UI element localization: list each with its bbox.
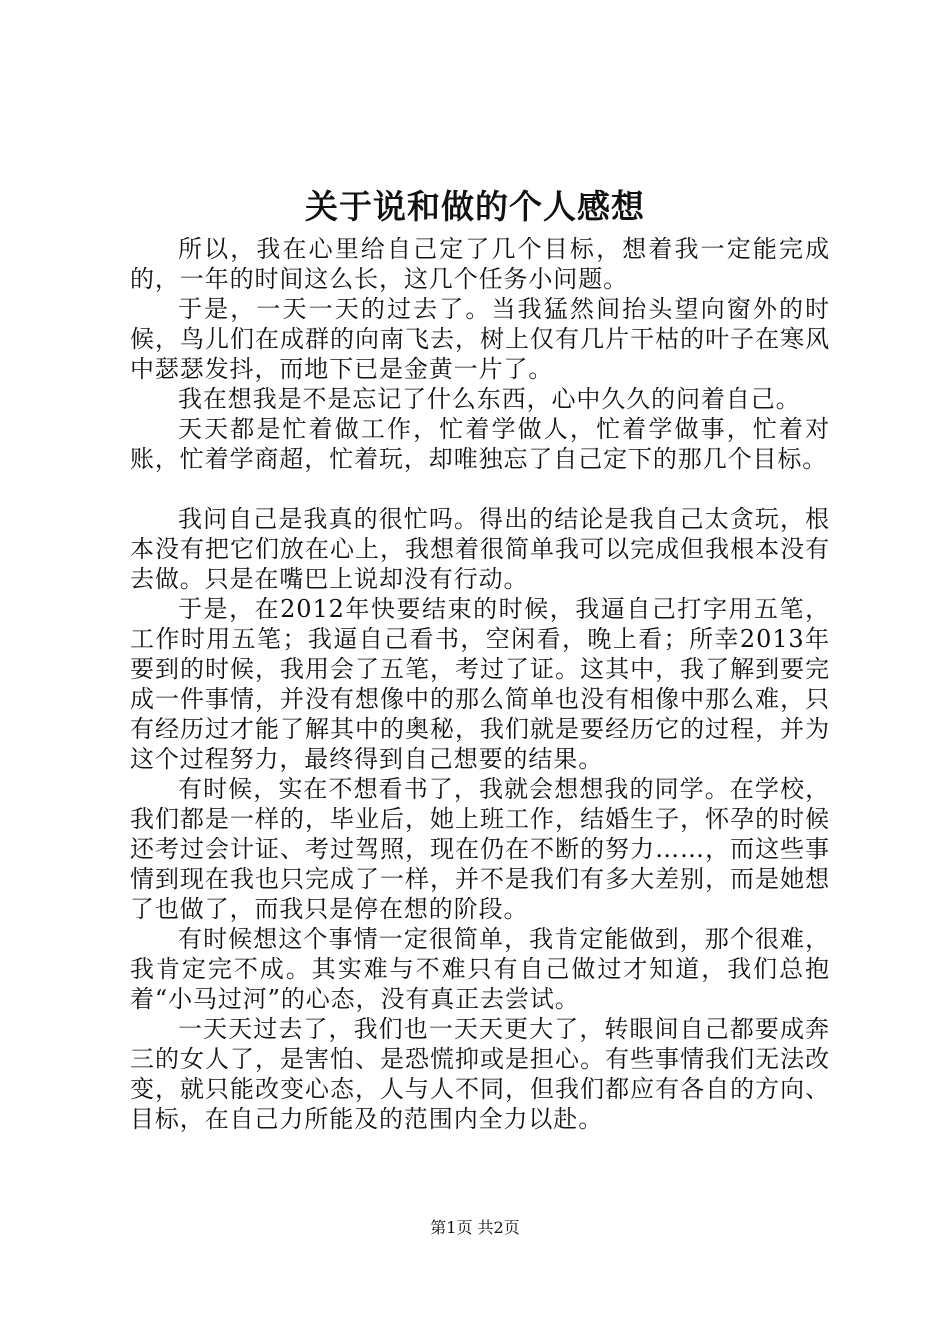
paragraph: 有时候，实在不想看书了，我就会想想我的同学。在学校，我们都是一样的，毕业后，她上班工作，结婚生子，怀孕的时候还考过会计证、考过驾照，现在仍在不断的努力……，而这些事情到现在我也只完成了一样，并不是我们有多大差别，而是她想了也做了，而我只是停在想的阶段。 [130,775,830,923]
paragraph: 有时候想这个事情一定很简单，我肯定能做到，那个很难，我肯定完不成。其实难与不难只有自己做过才知道，我们总抱着“小马过河”的心态，没有真正去尝试。 [130,925,830,1013]
paragraph: 一天天过去了，我们也一天天更大了，转眼间自己都要成奔三的女人了，是害怕、是恐慌抑或是担心。有些事情我们无法改变，就只能改变心态，人与人不同，但我们都应有各自的方向、目标，在自己力所能及的范围内全力以赴。 [130,1015,830,1133]
paragraph: 天天都是忙着做工作，忙着学做人，忙着学做事，忙着对账，忙着学商超，忙着玩，却唯独忘了自己定下的那几个目标。 [130,415,830,473]
paragraph: 我问自己是我真的很忙吗。得出的结论是我自己太贪玩，根本没有把它们放在心上，我想着很简单我可以完成但我根本没有去做。只是在嘴巴上说却没有行动。 [130,505,830,593]
document-title: 关于说和做的个人感想 [305,187,645,226]
document-body [130,234,830,1134]
page-number-footer: 第1页 共2页 [430,1218,520,1237]
paragraph: 于是，在2012年快要结束的时候，我逼自己打字用五笔，工作时用五笔；我逼自己看书，空闲看，晚上看；所幸2013年要到的时候，我用会了五笔，考过了证。这其中，我了解到要完成一件事情，并没有想像中的那么简单也没有相像中那么难，只有经历过才能了解其中的奥秘，我们就是要经历它的过程，并为这个过程努力，最终得到自己想要的结果。 [130,595,830,773]
paragraph: 于是，一天一天的过去了。当我猛然间抬头望向窗外的时候，鸟儿们在成群的向南飞去，树上仅有几片干枯的叶子在寒风中瑟瑟发抖，而地下已是金黄一片了。 [130,295,830,383]
paragraph: 所以，我在心里给自己定了几个目标，想着我一定能完成的，一年的时间这么长，这几个任务小问题。 [130,235,830,293]
paragraph: 我在想我是不是忘记了什么东西，心中久久的问着自己。 [178,385,801,413]
